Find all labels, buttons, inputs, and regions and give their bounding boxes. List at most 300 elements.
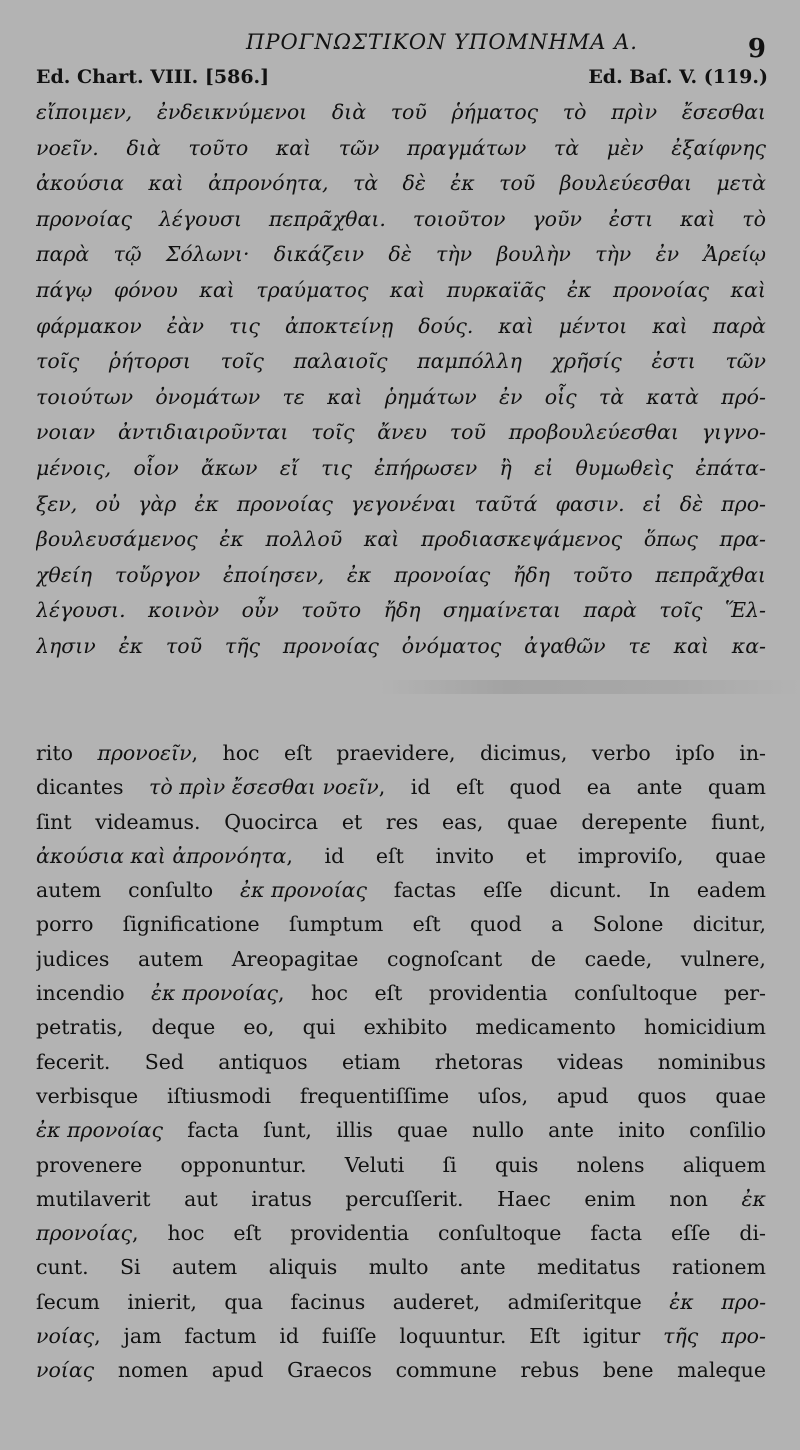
word: quae [715,843,766,868]
word: καὶ [327,384,363,409]
word: ante [548,1118,594,1143]
word: facta [187,1118,239,1143]
word: προδιασκεψάμενος [421,527,623,552]
word: προνοίας [612,277,710,302]
word: καὶ [389,277,426,302]
word: in- [739,741,766,765]
word: autem [171,1255,238,1280]
word: ἐὰν [166,313,205,338]
word: ὀνόματος [401,633,502,658]
word: et [341,809,363,834]
word: rhetoras [434,1049,524,1074]
word: χθείη [36,562,93,587]
word: inito [618,1118,666,1143]
word: nominibus [657,1049,766,1074]
latin-text-line [36,1148,766,1182]
word: judices [36,946,110,971]
edition-chartier: Ed. Chart. VIII. [586.] [36,66,270,88]
word: ὅπως [643,527,698,552]
edition-reference [36,66,768,94]
word: Solone [592,912,664,937]
word: ἐπήρωσεν [374,455,478,480]
word: hoc [167,1221,205,1246]
word: incendio [36,981,125,1006]
word: dicimus, [479,741,568,765]
word: ἐστι [651,349,696,374]
word: exhibito [363,1015,448,1040]
word: conſilio [689,1118,766,1143]
word: παρὰ [712,313,766,338]
word: ſi [442,1152,457,1177]
word: καὶ [148,171,184,196]
word: quam [707,775,766,800]
word: Haec [497,1186,551,1211]
greek-text-line [36,131,766,167]
word: videas [557,1049,624,1074]
word: πρό- [721,384,766,409]
latin-text-line [36,1113,766,1147]
word: dicitur, [692,912,766,937]
word: ante [459,1255,506,1280]
word: ſecum [36,1289,100,1314]
word: ἐν [655,242,680,267]
word: φασιν. [555,491,625,516]
word: In [648,878,670,903]
word: τραύματος [256,277,369,302]
word: percuſſerit. [345,1186,464,1211]
word: ἔσεσθαι [681,100,766,124]
word: πρὶν [611,100,658,124]
word: inierit, [127,1289,197,1314]
word: deque [151,1015,216,1040]
word: verbo [591,741,651,765]
latin-text-line [36,1319,766,1353]
word: τοῖς [36,349,80,374]
word: μέντοι [558,313,628,338]
word: ſumptum [289,912,384,937]
word: κατὰ [646,384,699,409]
word: δικάζειν [273,242,365,267]
word: τοιοῦτον [412,206,506,231]
word: ῥήματος [451,100,539,124]
latin-text-line [36,1079,766,1113]
word: ἀγαθῶν [524,633,606,658]
word: ἐκ προνοίας [240,878,367,903]
word: προνοίας [282,633,379,658]
greek-text-line [36,451,766,487]
word: autem [137,946,204,971]
word: δὲ [402,171,426,196]
word: enim [584,1186,636,1211]
word: autem [36,878,102,903]
word: praevidere, [336,741,456,765]
word: maleque [677,1358,766,1383]
word: hoc [222,741,260,765]
word: illis [336,1118,373,1143]
word: res [385,809,419,834]
edition-basel: Ed. Baſ. V. (119.) [588,66,768,88]
word: δούς. [418,313,474,338]
word: Eſt [529,1324,561,1349]
word: quae [715,1083,766,1108]
word: νοιαν [36,420,96,445]
latin-text-line [36,1353,766,1387]
latin-text-line [36,770,766,804]
word: ῥήτορσι [108,349,191,374]
word: λέγουσι [158,206,243,231]
word: mutilaverit [36,1186,151,1211]
word: aliquis [268,1255,338,1280]
word: opponuntur. [180,1152,307,1177]
word: qua [224,1289,263,1314]
word: τὸ πρὶν ἔσεσθαι νοεῖν, [148,775,386,800]
word: τῆς [663,1324,699,1349]
word: vulnere, [680,946,766,971]
word: antiquos [218,1049,308,1074]
greek-text-line [36,309,766,345]
latin-text-line [36,1250,766,1284]
latin-text-line [36,1285,766,1319]
word: ὀνομάτων [155,384,261,409]
word: frequentiſſime [299,1083,450,1108]
word: invito [435,843,494,868]
word: τῆς [224,633,261,658]
word: τις [321,455,352,480]
word: πυρκαϊᾶς [446,277,546,302]
bleed-through-mark [380,680,800,694]
word: verbisque [36,1083,139,1108]
word: dicunt. [549,878,622,903]
word: καὶ [652,313,688,338]
greek-text-line [36,487,766,523]
word: fuiſſe [321,1324,377,1349]
greek-text-line [36,380,766,416]
word: καὶ [673,633,709,658]
word: ἄνευ [377,420,427,445]
word: ἐποίησεν, [222,562,325,587]
word: τε [628,633,651,658]
word: ἐκ [346,562,372,587]
word: πεπρᾶχθαι [655,562,766,587]
word: προ- [721,1324,766,1349]
word: ἀντιδιαιροῦνται [117,420,289,445]
word: eſſe [671,1221,711,1246]
word: ἐκ [741,1186,766,1211]
latin-text-line [36,736,766,770]
word: τὸ [562,100,587,124]
word: Ἕλ- [724,598,766,623]
word: et [525,843,547,868]
word: fiunt, [711,809,766,834]
word: χρῆσίς [551,349,622,374]
greek-text-line [36,344,766,380]
word: δὲ [388,242,412,267]
word: προνοίας [236,491,333,516]
greek-text-line [36,593,766,629]
greek-text-line [36,237,766,273]
word: a [551,912,564,937]
latin-text-line [36,839,766,873]
word: eadem [696,878,766,903]
word: οὐ [95,491,121,516]
word: facinus [290,1289,366,1314]
word: παρὰ [36,242,90,267]
word: quis [494,1152,539,1177]
word: multo [368,1255,429,1280]
word: οἷς [544,384,577,409]
word: καὶ [498,313,534,338]
word: ἐκ προνοίας [36,1118,163,1143]
latin-text-line [36,1010,766,1044]
word: ſint [36,809,72,834]
word: igitur [582,1324,641,1349]
greek-text-line [36,558,766,594]
word: τὰ [553,135,580,160]
word: πραγμάτων [406,135,527,160]
word: iratus [251,1186,312,1211]
greek-text-line [36,522,766,558]
word: τοῦ [390,100,427,124]
word: aliquem [682,1152,766,1177]
word: rationem [672,1255,766,1280]
word: γοῦν [532,206,582,231]
word: Σόλωνι· [165,242,250,267]
latin-text-block [36,736,766,1388]
word: ἢ [499,455,512,480]
word: nolens [576,1152,645,1177]
word: de [530,946,557,971]
word: ἄκων [200,455,258,480]
word: Si [120,1255,141,1280]
word: ἐκ [194,491,219,516]
word: λέγουσι. [36,598,126,623]
word: fecerit. [36,1049,111,1074]
word: ἐστι [608,206,654,231]
word: ἐκ [566,277,592,302]
word: conſultoque [574,981,698,1006]
word: γεγονέναι [350,491,457,516]
word: τῶν [338,135,380,160]
latin-text-line [36,1045,766,1079]
word: eas, [441,809,484,834]
word: conſulto [128,878,214,903]
running-head [36,30,768,64]
word: τοῦτο [188,135,249,160]
word: παμπόλλη [417,349,522,374]
word: εἴποιμεν, [36,100,133,124]
word: rito [36,741,73,765]
greek-text-line [36,95,766,131]
word: τοῦ [165,633,203,658]
word: meditatus [536,1255,641,1280]
word: ταῦτά [474,491,538,516]
word: λησιν [36,633,96,658]
latin-text-line [36,805,766,839]
word: βουλευσάμενος [36,527,198,552]
word: ante [636,775,683,800]
greek-text-block [36,95,766,665]
word: hoc [310,981,349,1006]
greek-text-line [36,202,766,238]
word: διὰ [331,100,367,124]
word: jam [123,1324,162,1349]
word: πολλοῦ [265,527,343,552]
word: cognoſcant [387,946,503,971]
word: ἐκ [669,1289,694,1314]
word: τοῖς [659,598,703,623]
word: εἰ [642,491,662,516]
word: di- [739,1221,766,1246]
word: προβουλεύεσθαι [508,420,679,445]
word: θυμωθεὶς [575,455,674,480]
word: τῷ [113,242,142,267]
word: facta [590,1221,643,1246]
word: τῶν [725,349,766,374]
word: τὸ [742,206,766,231]
word: non [669,1186,708,1211]
word: Quocirca [224,809,319,834]
word: μένοις, [36,455,112,480]
word: ῥημάτων [384,384,477,409]
word: qui [302,1015,336,1040]
word: ipſo [675,741,715,765]
word: id [324,843,345,868]
word: ſignificatione [122,912,260,937]
word: μὲν [606,135,644,160]
greek-text-line [36,166,766,202]
word: ἐκ προνοίας, [151,981,285,1006]
word: ἐξαίφνης [671,135,766,160]
word: quae [397,1118,448,1143]
word: ἀκούσια καὶ ἀπρονόητα, [36,843,293,868]
word: τοῦτο [301,598,362,623]
word: κοινὸν [148,598,220,623]
word: διὰ [126,135,161,160]
word: ἤδη [513,562,550,587]
word: βουλὴν [496,242,571,267]
word: Sed [144,1049,185,1074]
word: loquuntur. [399,1324,507,1349]
word: καὶ [680,206,716,231]
greek-text-line [36,415,766,451]
word: porro [36,912,94,937]
word: καὶ [199,277,235,302]
word: eſt [455,775,484,800]
word: τοῖς [220,349,264,374]
word: ξεν, [36,491,78,516]
word: eſt [412,912,441,937]
word: γὰρ [138,491,177,516]
word: uſos, [477,1083,529,1108]
word: bene [602,1358,654,1383]
word: πρα- [719,527,766,552]
word: τοῦ [499,171,536,196]
latin-text-line [36,907,766,941]
word: quos [637,1083,687,1108]
word: τὰ [598,384,625,409]
word: ἐκ [450,171,475,196]
word: καὶ [275,135,312,160]
word: δὲ [679,491,704,516]
word: Ἀρείῳ [703,242,766,267]
word: φόνου [113,277,178,302]
latin-text-line [36,873,766,907]
word: τοῦ [449,420,486,445]
word: admiſeritque [507,1289,642,1314]
word: eſt [233,1221,262,1246]
word: petratis, [36,1015,124,1040]
word: τὰ [352,171,379,196]
running-title: ΠΡΟΓΝΩΣΤΙΚΟΝ ΥΠΟΜΝΗΜΑ Α. [246,30,638,54]
word: τε [282,384,305,409]
word: βουλεύεσθαι [559,171,693,196]
word: ἀκούσια [36,171,124,196]
word: ἐκ [219,527,244,552]
word: τοῖς [311,420,355,445]
word: auderet, [392,1289,481,1314]
word: κα- [731,633,766,658]
word: καὶ [730,277,766,302]
word: nomen [117,1358,189,1383]
word: aut [184,1186,218,1211]
word: οὖν [241,598,279,623]
word: οἷον [133,455,179,480]
word: τοιούτων [36,384,134,409]
word: per- [723,981,766,1006]
word: παρὰ [583,598,637,623]
word: προνοεῖν, [97,741,199,765]
word: improviſo, [577,843,684,868]
word: πάγῳ [36,277,93,302]
latin-text-line [36,1216,766,1250]
word: commune [395,1358,497,1383]
word: eſt [283,741,312,765]
word: ἐνδεικνύμενοι [156,100,308,124]
word: provenere [36,1152,143,1177]
word: προνοίας [36,206,133,231]
word: ἐκ [118,633,144,658]
word: homicidium [644,1015,766,1040]
word: ἤδη [383,598,421,623]
word: καὶ [363,527,400,552]
word: νοίας [36,1358,95,1383]
word: dicantes [36,775,124,800]
word: caede, [584,946,653,971]
word: μετὰ [716,171,766,196]
latin-text-line [36,976,766,1010]
word: φάρμακον [36,313,142,338]
word: eſt [375,843,404,868]
word: ἀποκτείνῃ [284,313,394,338]
word: etiam [341,1049,401,1074]
word: ἀπρονόητα, [208,171,329,196]
word: Graecos [287,1358,372,1383]
word: id [410,775,431,800]
word: nullo [472,1118,524,1143]
word: νοεῖν. [36,135,99,160]
word: providentia [428,981,548,1006]
word: τὴν [436,242,473,267]
word: προ- [721,491,766,516]
word: εἴ [279,455,299,480]
word: derepente [581,809,688,834]
word: Areopagitae [231,946,359,971]
word: cunt. [36,1255,89,1280]
word: videamus. [95,809,201,834]
word: quae [507,809,558,834]
word: προνοίας [394,562,491,587]
word: τοῦτο [572,562,633,587]
